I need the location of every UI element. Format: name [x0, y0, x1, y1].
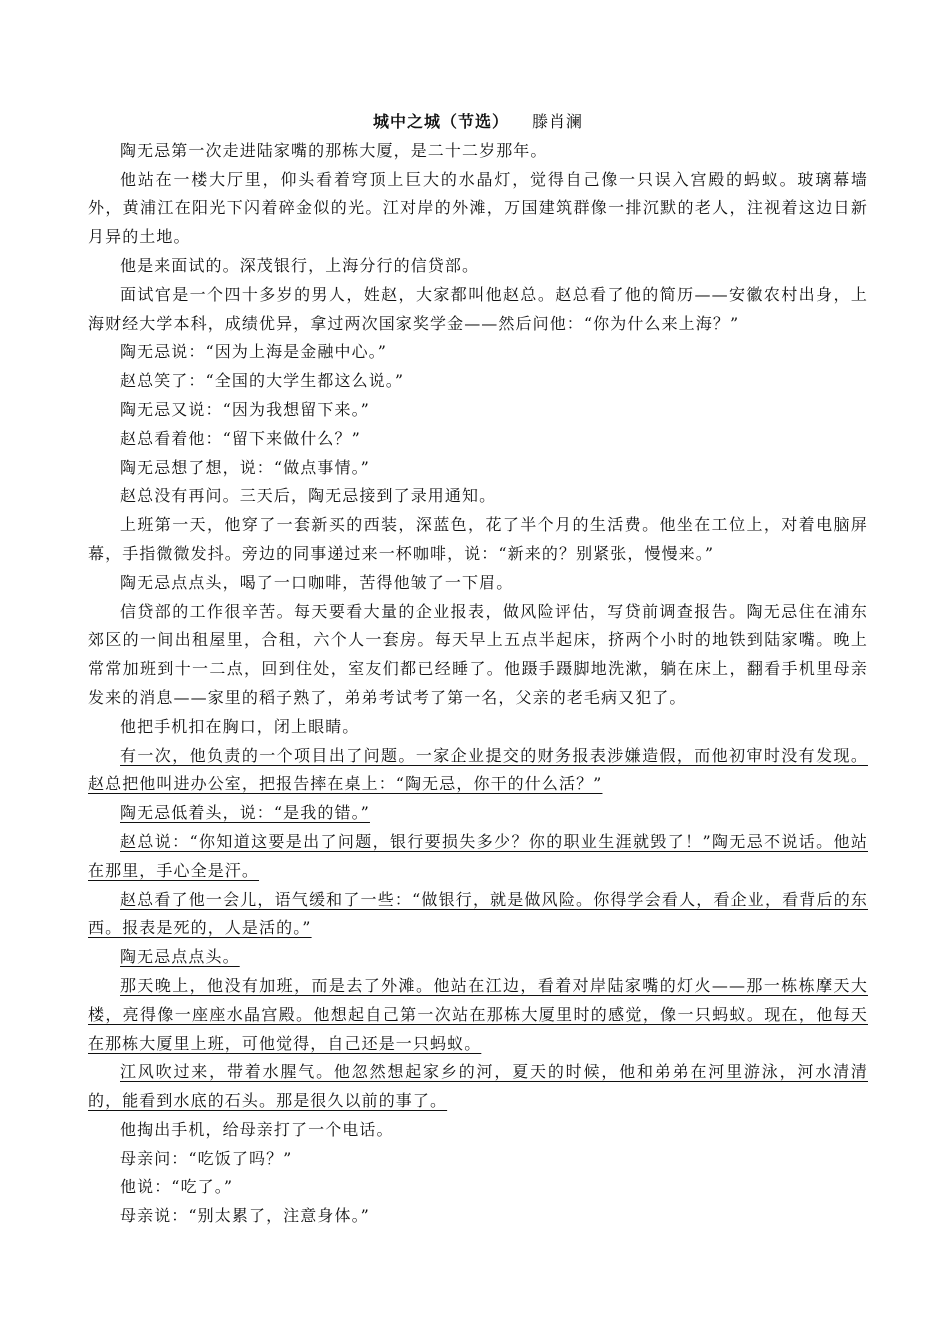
article-title: 城中之城（节选） — [372, 112, 509, 131]
document-page — [88, 108, 868, 1231]
paragraph — [88, 569, 868, 598]
paragraph-text: 信贷部的工作很辛苦。每天要看大量的企业报表，做风险评估，写贷前调查报告。陶无忌住在浦东郊区的一间出租屋里，合租，六个人一套房。每天早上五点半起床，挤两个小时的地铁到陆家嘴。晚上常常加班到十一二点，回到住处，室友们都已经睡了。他蹑手蹑脚地洗漱，躺在床上，翻看手机里母亲发来的消息——家里的稻子熟了，弟弟考试考了第一名，父亲的老毛病又犯了。 — [88, 601, 868, 707]
paragraph — [88, 166, 868, 252]
paragraph — [88, 425, 868, 454]
article-body — [88, 137, 868, 1231]
paragraph — [88, 338, 868, 367]
paragraph — [88, 1058, 868, 1116]
paragraph — [88, 742, 868, 800]
paragraph — [88, 799, 868, 828]
paragraph — [88, 1202, 868, 1231]
author-name: 滕肖澜 — [532, 112, 584, 131]
underlined-text: 陶无忌点点头。 — [120, 947, 240, 967]
paragraph-text: 赵总没有再问。三天后，陶无忌接到了录用通知。 — [120, 486, 497, 506]
underlined-text: 江风吹过来，带着水腥气。他忽然想起家乡的河，夏天的时候，他和弟弟在河里游泳，河水清清的，能看到水底的石头。那是很久以前的事了。 — [88, 1062, 868, 1111]
paragraph-text: 陶无忌第一次走进陆家嘴的那栋大厦，是二十二岁那年。 — [120, 140, 548, 160]
paragraph-text: 上班第一天，他穿了一套新买的西装，深蓝色，花了半个月的生活费。他坐在工位上，对着电脑屏幕，手指微微发抖。旁边的同事递过来一杯咖啡，说：“新来的？别紧张，慢慢来。” — [88, 515, 868, 563]
paragraph — [88, 482, 868, 511]
underlined-text: 那天晚上，他没有加班，而是去了外滩。他站在江边，看着对岸陆家嘴的灯火——那一栋栋摩天大楼，亮得像一座座水晶宫殿。他想起自己第一次站在那栋大厦里时的感觉，像一只蚂蚁。现在，他每天在那栋大厦里上班，可他觉得，自己还是一只蚂蚁。 — [88, 975, 868, 1053]
paragraph — [88, 1145, 868, 1174]
paragraph-text: 他是来面试的。深茂银行，上海分行的信贷部。 — [120, 255, 480, 275]
paragraph — [88, 1173, 868, 1202]
paragraph — [88, 828, 868, 886]
paragraph-text: 赵总笑了：“全国的大学生都这么说。” — [120, 371, 405, 391]
paragraph-text: 面试官是一个四十多岁的男人，姓赵，大家都叫他赵总。赵总看了他的简历——安徽农村出身，上海财经大学本科，成绩优异，拿过两次国家奖学金——然后问他：“你为什么来上海？” — [88, 284, 868, 333]
paragraph-text: 陶无忌点点头，喝了一口咖啡，苦得他皱了一下眉。 — [120, 572, 514, 592]
paragraph-text: 母亲说：“别太累了，注意身体。” — [120, 1206, 370, 1226]
paragraph-text: 他说：“吃了。” — [120, 1177, 234, 1197]
paragraph-text: 母亲问：“吃饭了吗？” — [120, 1148, 293, 1168]
paragraph-text: 他掏出手机，给母亲打了一个电话。 — [120, 1119, 394, 1139]
underlined-text: 赵总看了他一会儿，语气缓和了一些：“做银行，就是做风险。你得学会看人，看企业，看背后的东西。报表是死的，人是活的。” — [88, 889, 868, 938]
paragraph — [88, 137, 868, 166]
paragraph-text: 他站在一楼大厅里，仰头看着穹顶上巨大的水晶灯，觉得自己像一只误入宫殿的蚂蚁。玻璃幕墙外，黄浦江在阳光下闪着碎金似的光。江对岸的外滩，万国建筑群像一排沉默的老人，注视着这边日新月异的土地。 — [88, 169, 868, 247]
paragraph-text: 陶无忌说：“因为上海是金融中心。” — [120, 342, 388, 362]
paragraph — [88, 713, 868, 742]
paragraph — [88, 511, 868, 569]
paragraph — [88, 598, 868, 713]
paragraph — [88, 252, 868, 281]
paragraph — [88, 281, 868, 339]
paragraph — [88, 367, 868, 396]
title-line — [88, 108, 868, 137]
paragraph — [88, 454, 868, 483]
underlined-text: 陶无忌低着头，说：“是我的错。” — [120, 803, 370, 823]
paragraph-text: 赵总看着他：“留下来做什么？” — [120, 428, 361, 448]
paragraph — [88, 943, 868, 972]
paragraph-text: 他把手机扣在胸口，闭上眼睛。 — [120, 716, 360, 736]
paragraph — [88, 1116, 868, 1145]
paragraph — [88, 396, 868, 425]
paragraph — [88, 886, 868, 944]
paragraph — [88, 972, 868, 1058]
paragraph-text: 陶无忌想了想，说：“做点事情。” — [120, 457, 370, 477]
underlined-text: 赵总说：“你知道这要是出了问题，银行要损失多少？你的职业生涯就毁了！”陶无忌不说话。他站在那里，手心全是汗。 — [88, 831, 868, 880]
underlined-text: 有一次，他负责的一个项目出了问题。一家企业提交的财务报表涉嫌造假，而他初审时没有发现。赵总把他叫进办公室，把报告摔在桌上：“陶无忌，你干的什么活？” — [88, 745, 868, 794]
paragraph-text: 陶无忌又说：“因为我想留下来。” — [120, 399, 370, 419]
